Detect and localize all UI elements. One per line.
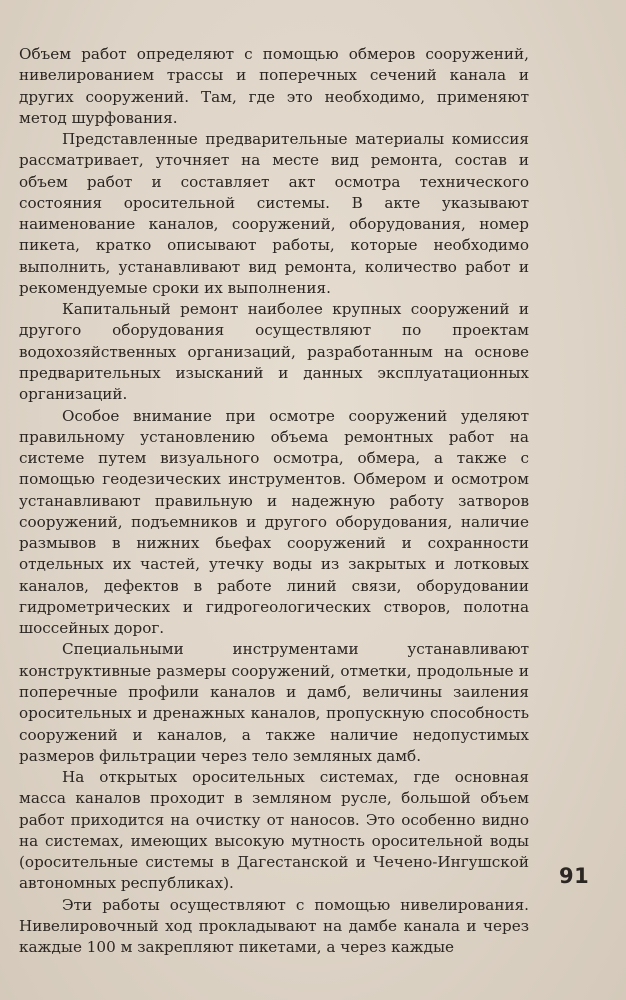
paragraph: Объем работ определяют с помощью обмеров сооружений, нивелированием трассы и поперечных сечений канала и других сооружений. Там, где это необходимо, применяют метод шурфования. (19, 45, 529, 127)
paragraph: Специальными инструментами устанавливают конструктивные размеры сооружений, отметки, продольные и поперечные профили каналов и дамб, величины заиления оросительных и дренажных каналов, пропускную способность сооружений и каналов, а также наличие недопустимых размеров фильтрации через тело земляных дамб. (19, 640, 529, 765)
paragraph: Особое внимание при осмотре сооружений уделяют правильному установлению объема ремонтных работ на системе путем визуального осмотра, обмера, а также с помощью геодезических инструментов. Обмером и осмотром устанавливают правильную и надежную работу затворов сооружений, подъемников и другого оборудования, наличие размывов в нижних бьефах сооружений и сохранности отдельных их частей, утечку воды из закрытых и лотковых каналов, дефектов в работе линий связи, оборудовании гидрометрических и гидрогеологических створов, полотна шоссейных дорог. (19, 406, 529, 638)
paragraph: Представленные предварительные материалы комиссия рассматривает, уточняет на месте вид ремонта, состав и объем работ и составляет акт осмотра технического состояния оросительной системы. В акте указывают наименование каналов, сооружений, оборудования, номер пикета, кратко описывают работы, которые необходимо выполнить, устанавливают вид ремонта, количество работ и рекомендуемые сроки их выполнения. (19, 130, 529, 297)
paragraph: Капитальный ремонт наиболее крупных сооружений и другого оборудования осуществляют по проектам водохозяйственных организаций, разработанным на основе предварительных изысканий и данных эксплуатационных организаций. (19, 300, 529, 404)
paragraph: На открытых оросительных системах, где основная масса каналов проходит в земляном русле, большой объем работ приходится на очистку от наносов. Это особенно видно на системах, имеющих высокую мутность оросительной воды (оросительные системы в Дагестанской и Чечено-Ингушской автономных республиках). (19, 768, 529, 893)
body-text (19, 44, 529, 958)
paragraph: Эти работы осуществляют с помощью нивелирования. Нивелировочный ход прокладывают на дамбе канала и через каждые 100 м закрепляют пикетами, а через каждые (19, 895, 529, 957)
page-number: 91 (559, 864, 590, 888)
